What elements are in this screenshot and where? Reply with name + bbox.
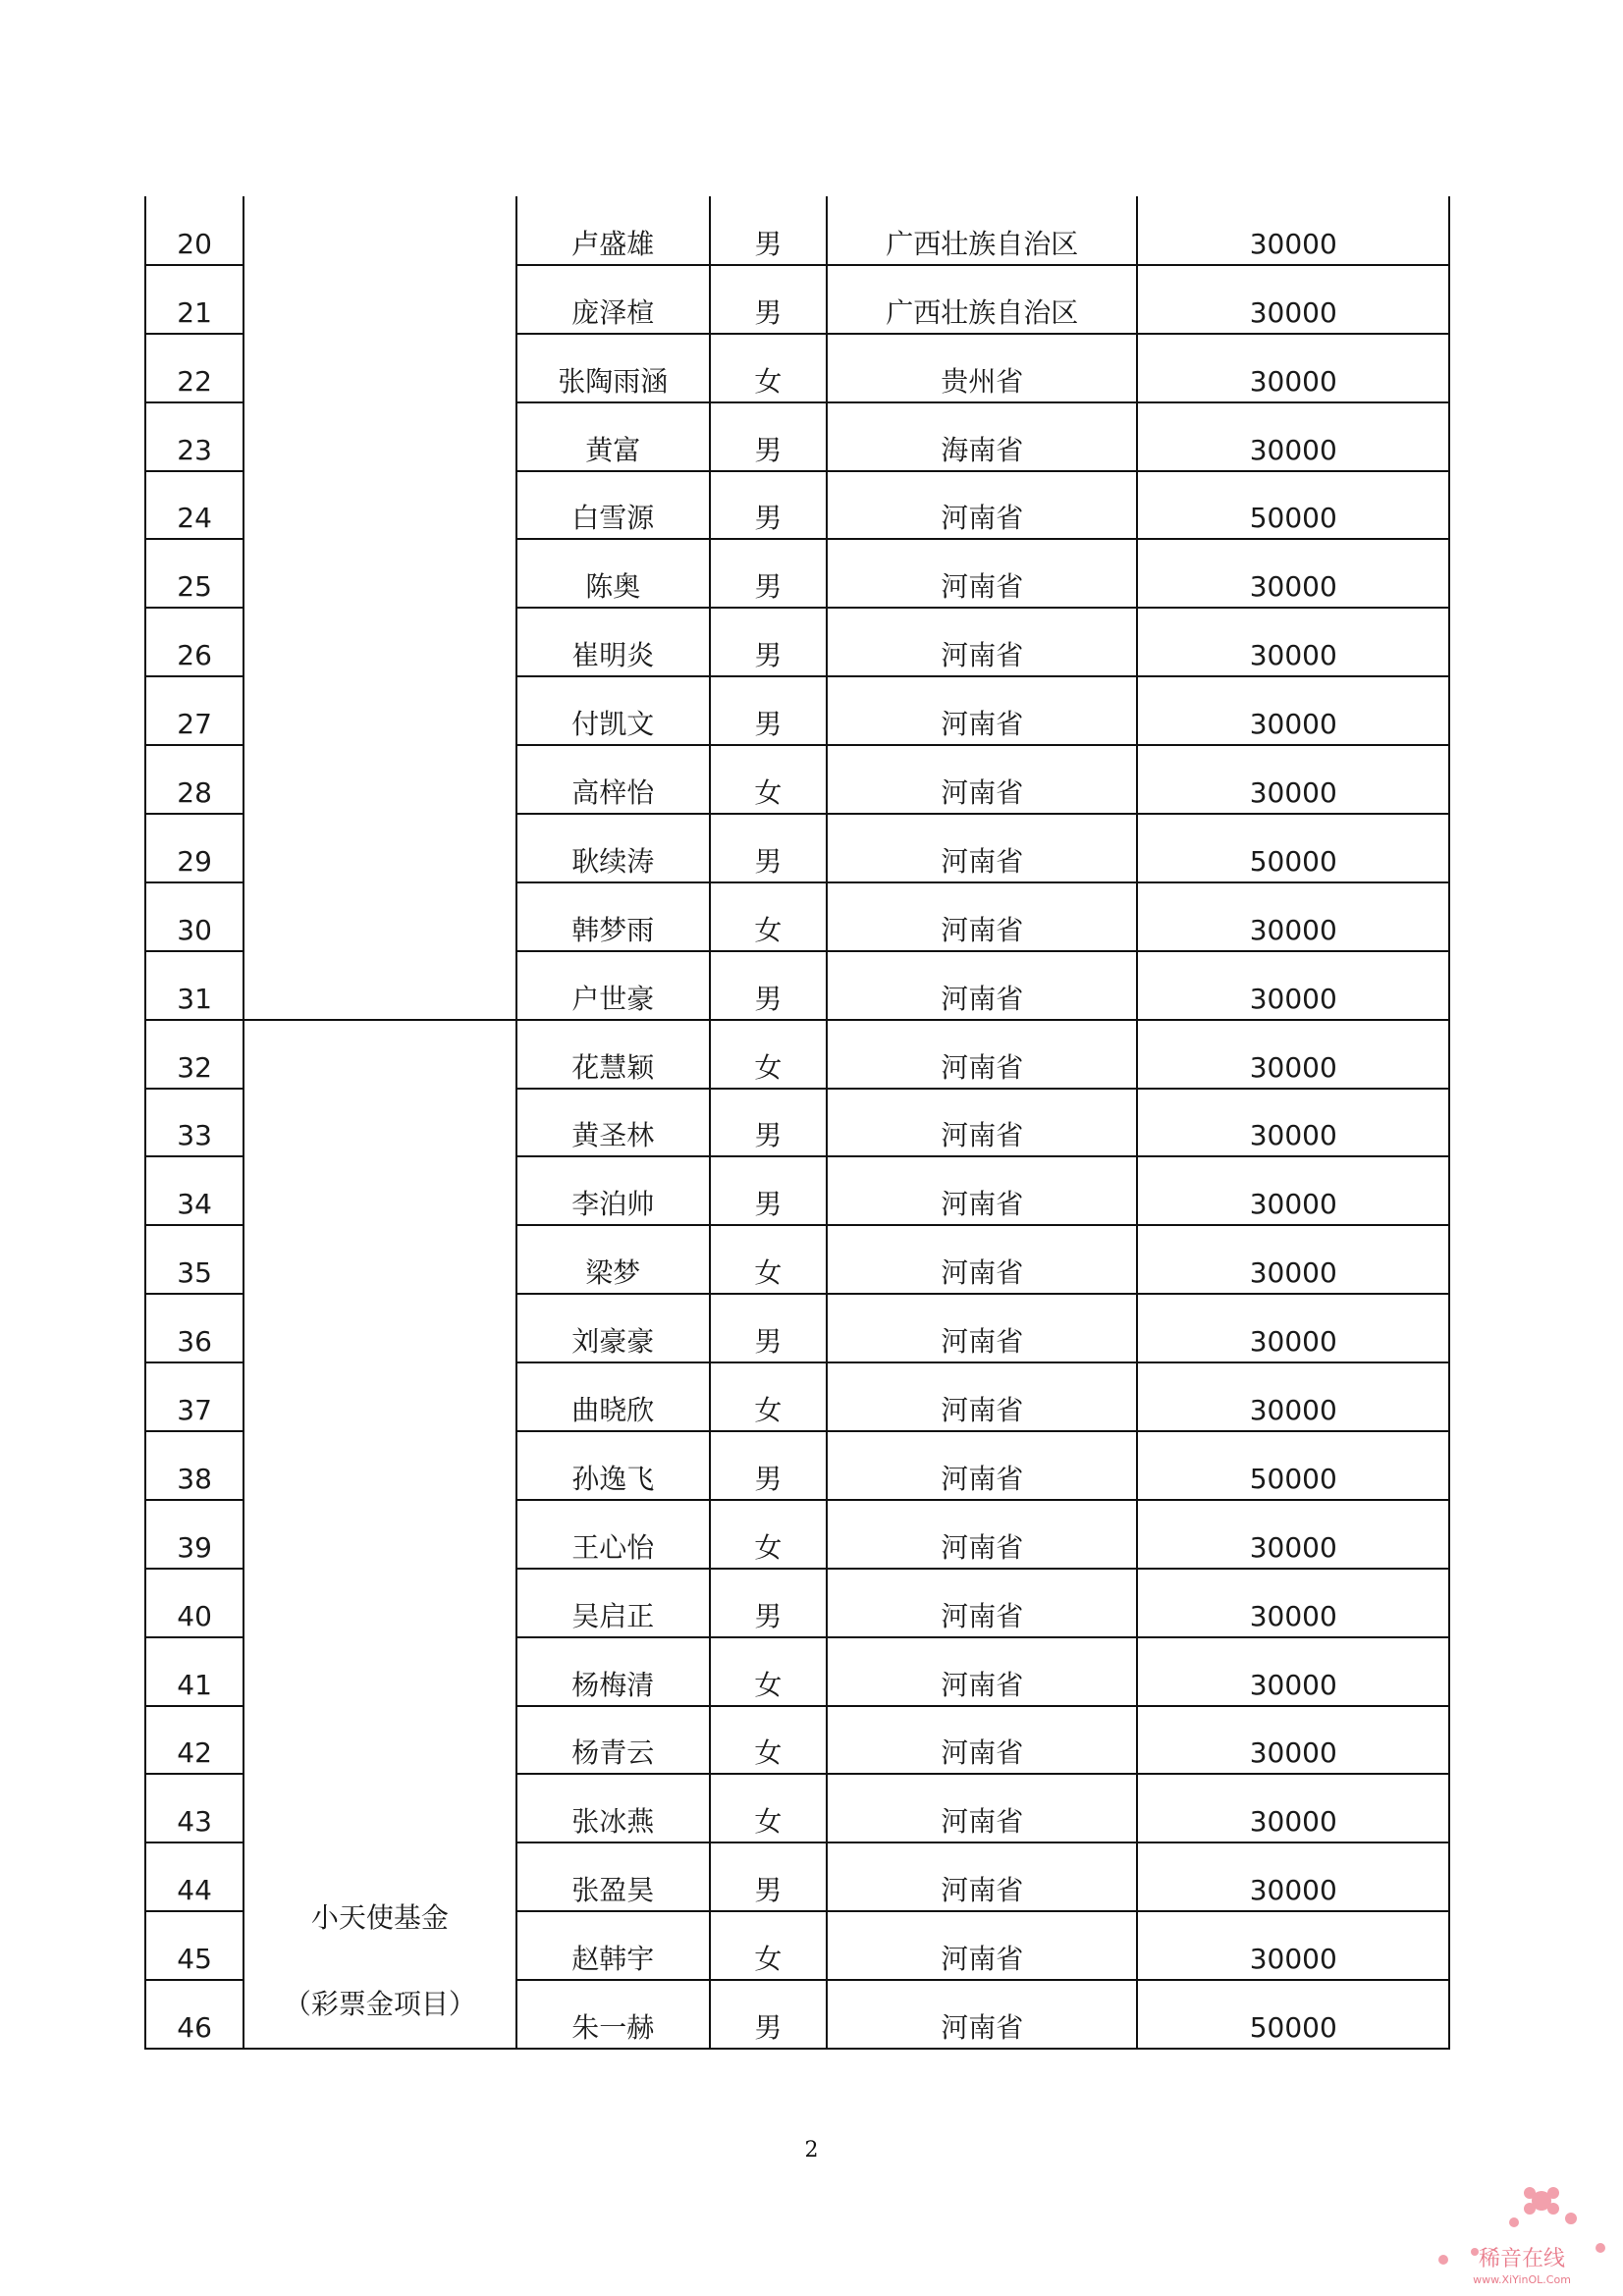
beneficiary-name: 杨青云	[516, 1706, 710, 1775]
row-number: 31	[145, 951, 243, 1020]
province: 河南省	[827, 471, 1137, 540]
grant-amount: 30000	[1137, 1637, 1449, 1706]
province: 河南省	[827, 539, 1137, 608]
row-number: 26	[145, 608, 243, 676]
grant-amount: 50000	[1137, 471, 1449, 540]
svg-text:www.XiYinOL.Com: www.XiYinOL.Com	[1473, 2273, 1571, 2286]
gender: 女	[710, 1706, 827, 1775]
province: 河南省	[827, 1020, 1137, 1089]
grant-amount: 50000	[1137, 1980, 1449, 2049]
row-number: 23	[145, 402, 243, 471]
row-number: 39	[145, 1500, 243, 1569]
beneficiary-name: 吴启正	[516, 1569, 710, 1637]
row-number: 40	[145, 1569, 243, 1637]
gender: 男	[710, 951, 827, 1020]
row-number: 29	[145, 814, 243, 882]
province: 河南省	[827, 1500, 1137, 1569]
row-number: 36	[145, 1294, 243, 1362]
gender: 男	[710, 608, 827, 676]
row-number: 38	[145, 1431, 243, 1500]
project-name-line: （彩票金项目）	[283, 1988, 476, 2021]
province: 海南省	[827, 402, 1137, 471]
page-number: 2	[804, 2138, 819, 2163]
grant-amount: 30000	[1137, 1500, 1449, 1569]
gender: 女	[710, 334, 827, 402]
row-number: 28	[145, 745, 243, 814]
row-number: 32	[145, 1020, 243, 1089]
province: 贵州省	[827, 334, 1137, 402]
province: 河南省	[827, 1431, 1137, 1500]
beneficiary-name: 杨梅清	[516, 1637, 710, 1706]
gender: 女	[710, 1774, 827, 1842]
gender: 女	[710, 882, 827, 951]
province: 河南省	[827, 1569, 1137, 1637]
province: 河南省	[827, 1294, 1137, 1362]
gender: 男	[710, 265, 827, 334]
grant-amount: 30000	[1137, 1020, 1449, 1089]
row-number: 22	[145, 334, 243, 402]
row-number: 30	[145, 882, 243, 951]
beneficiary-name: 户世豪	[516, 951, 710, 1020]
gender: 男	[710, 1156, 827, 1225]
grant-amount: 30000	[1137, 1774, 1449, 1842]
table-row	[145, 196, 1449, 265]
row-number: 25	[145, 539, 243, 608]
province: 河南省	[827, 1980, 1137, 2049]
gender: 女	[710, 1225, 827, 1294]
grant-amount: 30000	[1137, 334, 1449, 402]
svg-text:稀音在线: 稀音在线	[1478, 2247, 1566, 2271]
province: 河南省	[827, 1225, 1137, 1294]
row-number: 46	[145, 1980, 243, 2049]
grant-amount: 30000	[1137, 1089, 1449, 1157]
grant-amount: 30000	[1137, 676, 1449, 745]
beneficiary-name: 崔明炎	[516, 608, 710, 676]
province: 广西壮族自治区	[827, 196, 1137, 265]
project-cell	[243, 196, 515, 1020]
gender: 男	[710, 1842, 827, 1911]
gender: 男	[710, 196, 827, 265]
beneficiary-name: 梁梦	[516, 1225, 710, 1294]
row-number: 45	[145, 1911, 243, 1980]
province: 河南省	[827, 951, 1137, 1020]
gender: 男	[710, 1294, 827, 1362]
beneficiary-name: 黄圣林	[516, 1089, 710, 1157]
grant-amount: 30000	[1137, 1156, 1449, 1225]
beneficiary-name: 赵韩宇	[516, 1911, 710, 1980]
row-number: 21	[145, 265, 243, 334]
beneficiary-name: 黄富	[516, 402, 710, 471]
grant-amount: 30000	[1137, 1911, 1449, 1980]
beneficiary-name: 朱一赫	[516, 1980, 710, 2049]
beneficiary-name: 白雪源	[516, 471, 710, 540]
grant-amount: 30000	[1137, 1294, 1449, 1362]
province: 河南省	[827, 1089, 1137, 1157]
grant-amount: 30000	[1137, 1569, 1449, 1637]
row-number: 27	[145, 676, 243, 745]
beneficiary-name: 庞泽楦	[516, 265, 710, 334]
row-number: 24	[145, 471, 243, 540]
grant-amount: 30000	[1137, 608, 1449, 676]
grant-amount: 30000	[1137, 1225, 1449, 1294]
beneficiary-table	[144, 196, 1450, 2050]
beneficiary-name: 曲晓欣	[516, 1362, 710, 1431]
gender: 男	[710, 1431, 827, 1500]
province: 河南省	[827, 745, 1137, 814]
gender: 男	[710, 814, 827, 882]
beneficiary-name: 刘豪豪	[516, 1294, 710, 1362]
grant-amount: 30000	[1137, 402, 1449, 471]
beneficiary-name: 孙逸飞	[516, 1431, 710, 1500]
grant-amount: 30000	[1137, 196, 1449, 265]
gender: 女	[710, 745, 827, 814]
beneficiary-name: 张盈昊	[516, 1842, 710, 1911]
province: 河南省	[827, 1911, 1137, 1980]
province: 河南省	[827, 1156, 1137, 1225]
grant-amount: 30000	[1137, 539, 1449, 608]
gender: 男	[710, 402, 827, 471]
beneficiary-name: 花慧颖	[516, 1020, 710, 1089]
row-number: 42	[145, 1706, 243, 1775]
province: 河南省	[827, 814, 1137, 882]
row-number: 33	[145, 1089, 243, 1157]
beneficiary-name: 韩梦雨	[516, 882, 710, 951]
gender: 女	[710, 1362, 827, 1431]
beneficiary-name: 卢盛雄	[516, 196, 710, 265]
gender: 男	[710, 1980, 827, 2049]
row-number: 20	[145, 196, 243, 265]
project-name-line: 小天使基金	[310, 1901, 449, 1935]
gender: 男	[710, 1569, 827, 1637]
province: 河南省	[827, 882, 1137, 951]
gender: 女	[710, 1911, 827, 1980]
beneficiary-name: 高梓怡	[516, 745, 710, 814]
province: 河南省	[827, 1842, 1137, 1911]
province: 河南省	[827, 1362, 1137, 1431]
beneficiary-name: 耿续涛	[516, 814, 710, 882]
grant-amount: 30000	[1137, 1362, 1449, 1431]
province: 河南省	[827, 1637, 1137, 1706]
grant-amount: 50000	[1137, 814, 1449, 882]
beneficiary-name: 张陶雨涵	[516, 334, 710, 402]
province: 河南省	[827, 676, 1137, 745]
beneficiary-name: 李泊帅	[516, 1156, 710, 1225]
province: 河南省	[827, 1774, 1137, 1842]
grant-amount: 30000	[1137, 745, 1449, 814]
beneficiary-name: 付凯文	[516, 676, 710, 745]
beneficiary-name: 陈奥	[516, 539, 710, 608]
row-number: 44	[145, 1842, 243, 1911]
gender: 女	[710, 1020, 827, 1089]
beneficiary-name: 王心怡	[516, 1500, 710, 1569]
beneficiary-name: 张冰燕	[516, 1774, 710, 1842]
gender: 女	[710, 1637, 827, 1706]
gender: 男	[710, 676, 827, 745]
gender: 男	[710, 471, 827, 540]
gender: 男	[710, 1089, 827, 1157]
row-number: 43	[145, 1774, 243, 1842]
province: 广西壮族自治区	[827, 265, 1137, 334]
grant-amount: 30000	[1137, 1706, 1449, 1775]
gender: 男	[710, 539, 827, 608]
grant-amount: 50000	[1137, 1431, 1449, 1500]
province: 河南省	[827, 608, 1137, 676]
watermark-logo	[1424, 2179, 1620, 2293]
row-number: 34	[145, 1156, 243, 1225]
grant-amount: 30000	[1137, 951, 1449, 1020]
gender: 女	[710, 1500, 827, 1569]
table-row	[145, 1020, 1449, 1089]
grant-amount: 30000	[1137, 882, 1449, 951]
province: 河南省	[827, 1706, 1137, 1775]
grant-amount: 30000	[1137, 265, 1449, 334]
row-number: 37	[145, 1362, 243, 1431]
row-number: 41	[145, 1637, 243, 1706]
project-cell	[243, 1020, 515, 2049]
grant-amount: 30000	[1137, 1842, 1449, 1911]
row-number: 35	[145, 1225, 243, 1294]
